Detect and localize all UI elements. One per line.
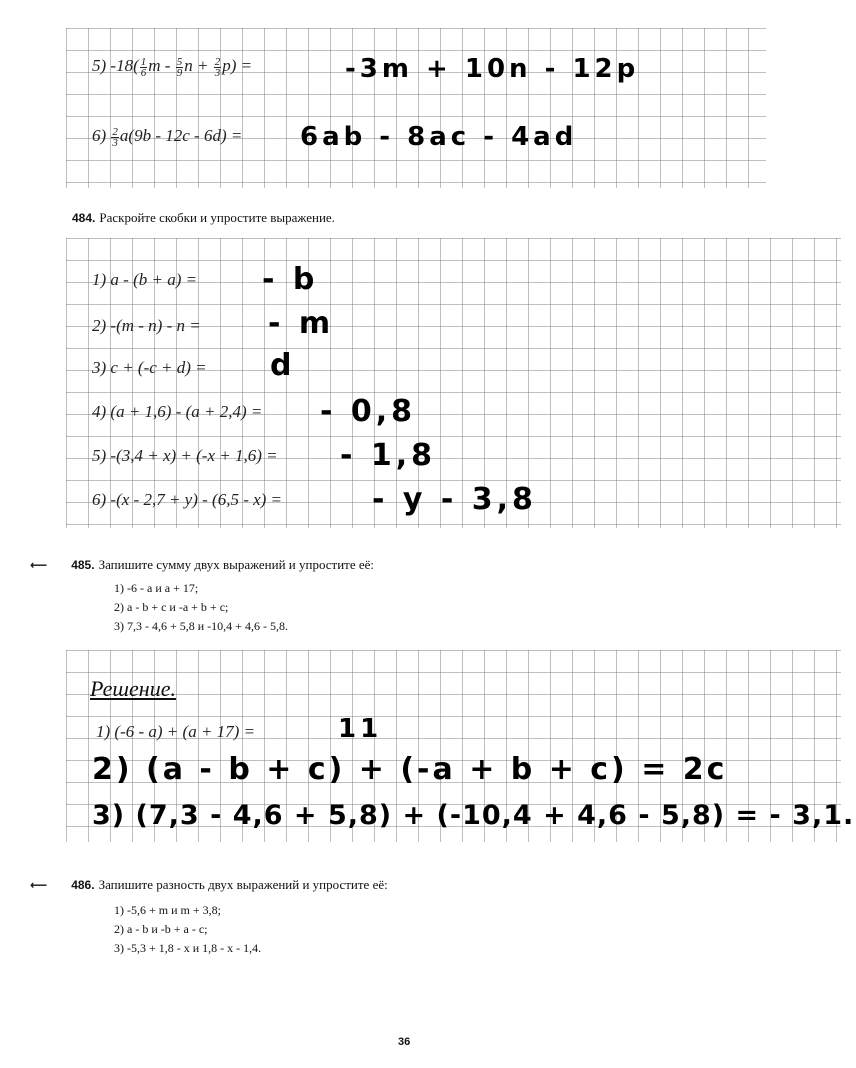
task-484-line-2: 2) -(m - n) - n = [92,316,201,335]
task-485-arrow-icon: ⟵ [30,558,48,572]
top-grid [66,28,766,188]
task-485-text: Запишите сумму двух выражений и упростите её: [98,557,375,572]
task-484-answer-1: - b [262,262,319,297]
task-484-answer-5: - 1,8 [340,438,437,473]
task-484-text: Раскройте скобки и упростите выражение. [99,210,335,225]
task-484-answer-4: - 0,8 [320,394,417,429]
task-486-number: 486. [71,878,95,892]
task-484-line-3: 3) c + (-c + d) = [92,358,207,377]
line-6-answer: 6ab - 8ac - 4ad [300,122,578,152]
task-485-number: 485. [71,558,95,572]
line-5-answer: -3m + 10n - 12p [345,54,640,84]
solution-line-2: 2) (a - b + c) + (-a + b + c) = 2c [92,752,728,787]
line-6-expression: 6) $\frac{2}{3}$ a(9b - 12c - 6d) = [92,125,243,149]
task-486-text: Запишите разность двух выражений и упростите её: [98,877,388,892]
task-484-line-1: 1) a - (b + a) = [92,270,198,289]
task-484-answer-3: d [270,348,296,383]
task-484-answer-6: - y - 3,8 [372,482,537,517]
task-486-item-2: 2) a - b и -b + a - c; [114,922,208,936]
solution-answer-1: 11 [338,714,383,744]
task-484-answer-2: - m [268,306,335,341]
task-485-item-1: 1) -6 - a и a + 17; [114,581,199,595]
task-484-heading [72,209,335,227]
task-484-line-4: 4) (a + 1,6) - (a + 2,4) = [92,402,263,421]
task-486-arrow-icon: ⟵ [30,878,48,892]
page-number: 36 [398,1036,411,1048]
line-5-expression: 5) -18( $\frac{1}{6}$ m - $\frac{5}{9}$ n + $\frac{2}{3}$ p) = [92,55,253,79]
task-485-item-3: 3) 7,3 - 4,6 + 5,8 и -10,4 + 4,6 - 5,8. [114,619,288,633]
solution-line-1: 1) (-6 - a) + (a + 17) = [96,722,256,741]
task-485-heading [30,556,374,574]
task-484-number: 484. [72,211,96,225]
task-484-line-6: 6) -(x - 2,7 + y) - (6,5 - x) = [92,490,283,509]
task-486-item-3: 3) -5,3 + 1,8 - x и 1,8 - x - 1,4. [114,941,262,955]
task-484-line-5: 5) -(3,4 + x) + (-x + 1,6) = [92,446,278,465]
solution-title: Решение. [90,676,176,701]
task-486-item-1: 1) -5,6 + m и m + 3,8; [114,903,221,917]
task-485-item-2: 2) a - b + c и -a + b + c; [114,600,229,614]
solution-line-3: 3) (7,3 - 4,6 + 5,8) + (-10,4 + 4,6 - 5,8) = - 3,1. [92,800,855,831]
task-486-heading [30,876,388,894]
